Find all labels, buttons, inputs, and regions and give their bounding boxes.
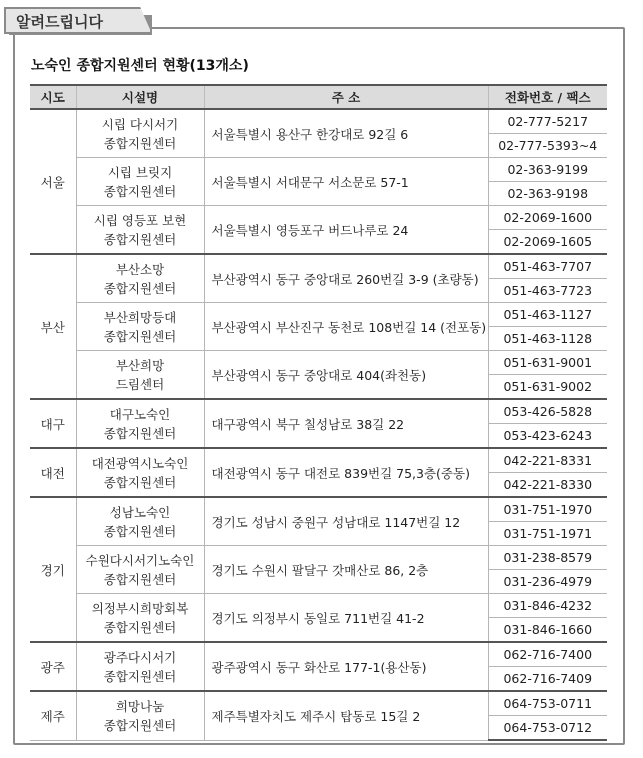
region-name: 대구 xyxy=(30,399,76,448)
table-row xyxy=(30,206,607,230)
phone-number: 051-463-7707 xyxy=(488,254,607,279)
fax-number: 02-363-9198 xyxy=(488,182,607,206)
center-name-line: 대전광역시노숙인 xyxy=(91,455,189,471)
region-name: 광주 xyxy=(30,642,76,691)
table-title: 노숙인 종합지원센터 현황(13개소) xyxy=(31,58,249,74)
center-name xyxy=(76,642,204,691)
center-address: 제주특별자치도 제주시 탑동로 15길 2 xyxy=(204,691,488,740)
center-address: 서울특별시 용산구 한강대로 92길 6 xyxy=(204,109,488,158)
fax-number: 051-463-1128 xyxy=(488,327,607,351)
center-name xyxy=(76,303,204,351)
phone-number: 031-846-4232 xyxy=(488,594,607,618)
center-address: 광주광역시 동구 화산로 177-1(용산동) xyxy=(204,642,488,691)
center-name-line: 의정부시희망회복 xyxy=(91,600,189,616)
fax-number: 02-777-5393~4 xyxy=(488,134,607,158)
fax-number: 064-753-0712 xyxy=(488,716,607,741)
center-name xyxy=(76,254,204,303)
center-name-line: 종합지원센터 xyxy=(103,717,177,733)
table-row xyxy=(30,399,607,424)
center-address: 부산광역시 부산진구 동천로 108번길 14 (전포동) xyxy=(204,303,488,351)
phone-number: 02-363-9199 xyxy=(488,158,607,182)
table-row xyxy=(30,109,607,134)
center-name-line: 종합지원센터 xyxy=(103,135,177,151)
table-row xyxy=(30,691,607,716)
region-name: 부산 xyxy=(30,254,76,399)
center-address: 경기도 수원시 팔달구 갓매산로 86, 2층 xyxy=(204,546,488,594)
center-name-line: 종합지원센터 xyxy=(103,668,177,684)
center-name-line: 수원다시서기노숙인 xyxy=(85,552,195,568)
phone-number: 064-753-0711 xyxy=(488,691,607,716)
center-name xyxy=(76,594,204,643)
center-name-line: 드림센터 xyxy=(115,376,165,392)
fax-number: 031-236-4979 xyxy=(488,570,607,594)
table-row xyxy=(30,303,607,327)
center-address: 대구광역시 북구 칠성남로 38길 22 xyxy=(204,399,488,448)
fax-number: 053-423-6243 xyxy=(488,424,607,449)
header-address: 주 소 xyxy=(204,85,488,109)
phone-number: 031-751-1970 xyxy=(488,497,607,522)
center-name xyxy=(76,158,204,206)
center-address: 경기도 성남시 중원구 성남대로 1147번길 12 xyxy=(204,497,488,546)
phone-number: 031-238-8579 xyxy=(488,546,607,570)
center-name-line: 부산희망등대 xyxy=(103,309,177,325)
table-body xyxy=(30,109,607,740)
center-name xyxy=(76,691,204,740)
phone-number: 051-631-9001 xyxy=(488,351,607,375)
fax-number: 051-463-7723 xyxy=(488,279,607,303)
center-name-line: 시립 영등포 보현 xyxy=(93,212,187,228)
center-name xyxy=(76,351,204,400)
center-address: 부산광역시 동구 중앙대로 404(좌천동) xyxy=(204,351,488,400)
center-address: 서울특별시 서대문구 서소문로 57-1 xyxy=(204,158,488,206)
phone-number: 051-463-1127 xyxy=(488,303,607,327)
center-name-line: 광주다시서기 xyxy=(103,649,177,665)
table-row xyxy=(30,594,607,618)
center-address: 경기도 의정부시 동일로 711번길 41-2 xyxy=(204,594,488,643)
fax-number: 031-751-1971 xyxy=(488,522,607,546)
header-row xyxy=(30,85,607,109)
region-name: 제주 xyxy=(30,691,76,740)
header-center: 시설명 xyxy=(76,85,204,109)
center-name-line: 부산소망 xyxy=(115,261,165,277)
phone-number: 062-716-7400 xyxy=(488,642,607,667)
table-row xyxy=(30,158,607,182)
fax-number: 02-2069-1605 xyxy=(488,230,607,255)
center-table xyxy=(30,84,607,741)
center-name-line: 종합지원센터 xyxy=(103,474,177,490)
table-row xyxy=(30,497,607,522)
center-address: 부산광역시 동구 중앙대로 260번길 3-9 (초량동) xyxy=(204,254,488,303)
fax-number: 051-631-9002 xyxy=(488,375,607,400)
center-name-line: 종합지원센터 xyxy=(103,523,177,539)
table-row xyxy=(30,546,607,570)
table-row xyxy=(30,254,607,279)
center-name xyxy=(76,206,204,255)
header-phone: 전화번호 / 팩스 xyxy=(488,85,607,109)
table-row xyxy=(30,448,607,473)
center-name xyxy=(76,497,204,546)
center-address: 서울특별시 영등포구 버드나루로 24 xyxy=(204,206,488,255)
fax-number: 042-221-8330 xyxy=(488,473,607,498)
center-name-line: 대구노숙인 xyxy=(109,406,171,422)
center-name-line: 부산희망 xyxy=(115,357,165,373)
phone-number: 02-777-5217 xyxy=(488,109,607,134)
center-name-line: 희망나눔 xyxy=(115,698,165,714)
center-name-line: 종합지원센터 xyxy=(103,425,177,441)
header-region: 시도 xyxy=(30,85,76,109)
center-name-line: 시립 브릿지 xyxy=(107,164,173,180)
phone-number: 02-2069-1600 xyxy=(488,206,607,230)
center-name-line: 종합지원센터 xyxy=(103,280,177,296)
center-name-line: 종합지원센터 xyxy=(103,231,177,247)
center-address: 대전광역시 동구 대전로 839번길 75,3층(중동) xyxy=(204,448,488,497)
phone-number: 053-426-5828 xyxy=(488,399,607,424)
center-name-line: 성남노숙인 xyxy=(109,504,171,520)
phone-number: 042-221-8331 xyxy=(488,448,607,473)
region-name: 경기 xyxy=(30,497,76,642)
fax-number: 062-716-7409 xyxy=(488,667,607,692)
region-name: 대전 xyxy=(30,448,76,497)
center-name xyxy=(76,399,204,448)
center-name-line: 종합지원센터 xyxy=(103,571,177,587)
center-name-line: 시립 다시서기 xyxy=(101,116,179,132)
center-name-line: 종합지원센터 xyxy=(103,328,177,344)
center-name-line: 종합지원센터 xyxy=(103,183,177,199)
fax-number: 031-846-1660 xyxy=(488,618,607,643)
center-name xyxy=(76,448,204,497)
center-name-line: 종합지원센터 xyxy=(103,619,177,635)
center-name xyxy=(76,109,204,158)
center-name xyxy=(76,546,204,594)
region-name: 서울 xyxy=(30,109,76,254)
table-row xyxy=(30,351,607,375)
notice-label: 알려드립니다 xyxy=(16,13,103,31)
table-row xyxy=(30,642,607,667)
